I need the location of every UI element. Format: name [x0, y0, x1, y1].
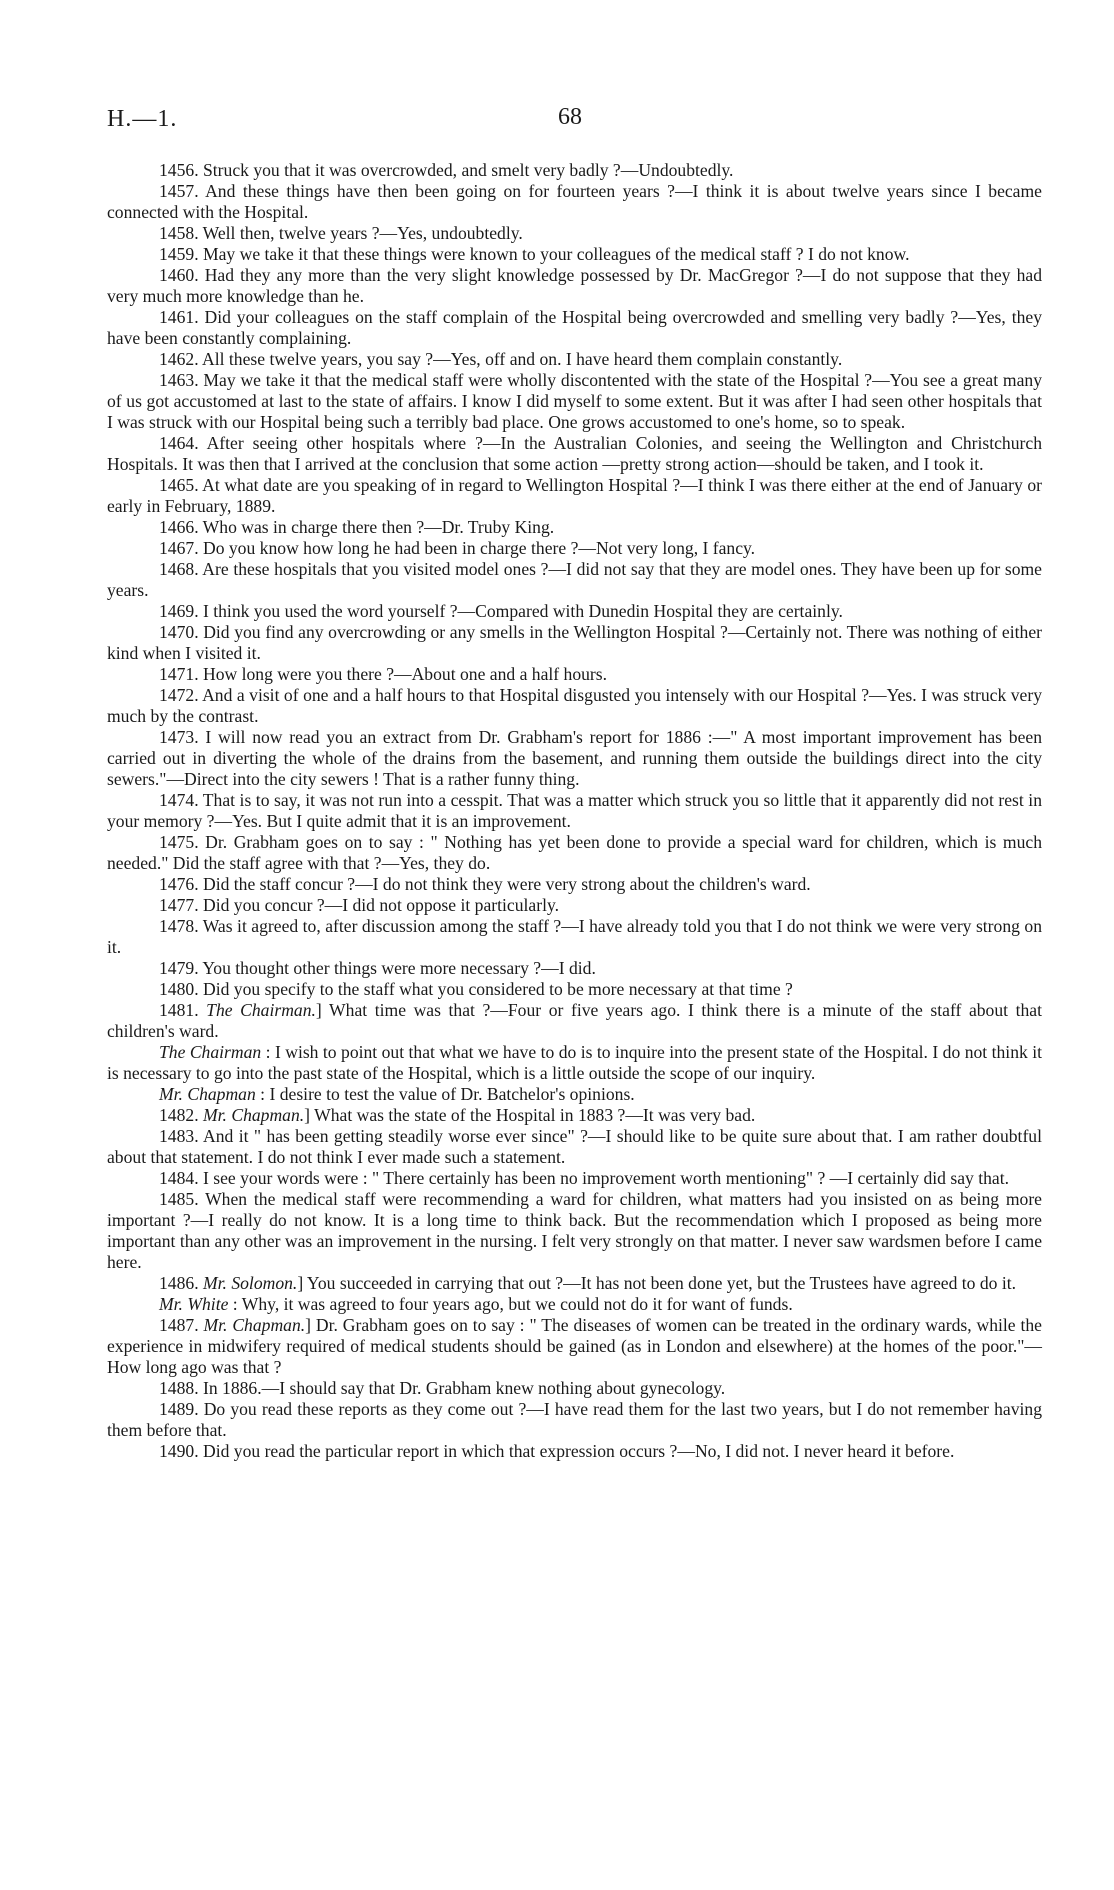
paragraph-1474: 1474. That is to say, it was not run into a cesspit. That was a matter which struck you so little that it apparently did not rest in your memory ?—Yes. But I quite admit that it is an improvement. — [107, 790, 1042, 831]
paragraph-1485: 1485. When the medical staff were recommending a ward for children, what matters had you insisted on as being more important ?—I really do not know. It is a long time to think back. But the recommendation which I proposed as being more important than any other was an improvement in the nursing. I felt very strongly on that matter. I never saw wardsmen before I came here. — [107, 1189, 1042, 1272]
paragraph-1470: 1470. Did you find any overcrowding or any smells in the Wellington Hospital ?—Certainly not. There was nothing of either kind when I visited it. — [107, 622, 1042, 663]
paragraph-1479: 1479. You thought other things were more necessary ?—I did. — [159, 958, 596, 978]
paragraph-white-remark: Mr. White : Why, it was agreed to four years ago, but we could not do it for want of funds. — [159, 1294, 793, 1314]
paragraph-1486: 1486. Mr. Solomon.] You succeeded in carrying that out ?—It has not been done yet, but the Trustees have agreed to do it. — [159, 1273, 1017, 1293]
paragraph-1476: 1476. Did the staff concur ?—I do not think they were very strong about the children's ward. — [159, 874, 811, 894]
paragraph-1480: 1480. Did you specify to the staff what you considered to be more necessary at that time ? — [159, 979, 793, 999]
paragraph-1483: 1483. And it " has been getting steadily worse ever since" ?—I should like to be quite sure about that. I am rather doubtful about that statement. I do not think I ever made such a statement. — [107, 1126, 1042, 1167]
paragraph-1484: 1484. I see your words were : " There certainly has been no improvement worth mentioning" ? —I certainly did say that. — [159, 1168, 1009, 1188]
paragraph-1467: 1467. Do you know how long he had been in charge there ?—Not very long, I fancy. — [159, 538, 756, 558]
paragraph-1457: 1457. And these things have then been going on for fourteen years ?—I think it is about twelve years since I became connected with the Hospital. — [107, 181, 1042, 222]
paragraph-chapman-remark: Mr. Chapman : I desire to test the value of Dr. Batchelor's opinions. — [159, 1084, 635, 1104]
paragraph-1482: 1482. Mr. Chapman.] What was the state of the Hospital in 1883 ?—It was very bad. — [159, 1105, 756, 1125]
paragraph-1472: 1472. And a visit of one and a half hours to that Hospital disgusted you intensely with our Hospital ?—Yes. I was struck very much by the contrast. — [107, 685, 1042, 726]
page-number: 68 — [558, 104, 582, 130]
paragraph-1471: 1471. How long were you there ?—About one and a half hours. — [159, 664, 608, 684]
paragraph-1459: 1459. May we take it that these things were known to your colleagues of the medical staff ? I do not know. — [159, 244, 910, 264]
paragraph-1477: 1477. Did you concur ?—I did not oppose it particularly. — [159, 895, 560, 915]
paragraph-1487: 1487. Mr. Chapman.] Dr. Grabham goes on to say : " The diseases of women can be treated in the ordinary wards, while the experience in midwifery required of medical students should be gained (as in London and elsewhere) at the homes of the poor."—How long ago was that ? — [107, 1315, 1042, 1377]
paragraph-chairman-remark: The Chairman : I wish to point out that what we have to do is to inquire into the present state of the Hospital. I do not think it is necessary to go into the past state of the Hospital, which is a little outside the scope of our inquiry. — [107, 1042, 1042, 1083]
paragraph-1466: 1466. Who was in charge there then ?—Dr. Truby King. — [159, 517, 555, 537]
paragraph-1478: 1478. Was it agreed to, after discussion among the staff ?—I have already told you that I do not think we were very strong on it. — [107, 916, 1042, 957]
paragraph-1463: 1463. May we take it that the medical staff were wholly discontented with the state of the Hospital ?—You see a great many of us got accustomed at last to the state of affairs. I know I did myself to some extent. But it was after I had seen other hospitals that I was struck with our Hospital being such a terribly bad place. One grows accustomed to one's home, so to speak. — [107, 370, 1042, 432]
paragraph-1488: 1488. In 1886.—I should say that Dr. Grabham knew nothing about gynecology. — [159, 1378, 726, 1398]
paragraph-1461: 1461. Did your colleagues on the staff complain of the Hospital being overcrowded and smelling very badly ?—Yes, they have been constantly complaining. — [107, 307, 1042, 348]
paragraph-1469: 1469. I think you used the word yourself ?—Compared with Dunedin Hospital they are certainly. — [159, 601, 843, 621]
paragraph-1460: 1460. Had they any more than the very slight knowledge possessed by Dr. MacGregor ?—I do not suppose that they had very much more knowledge than he. — [107, 265, 1042, 306]
evidence-text — [107, 160, 1042, 1462]
paragraph-1462: 1462. All these twelve years, you say ?—Yes, off and on. I have heard them complain constantly. — [159, 349, 843, 369]
paragraph-1468: 1468. Are these hospitals that you visited model ones ?—I did not say that they are model ones. They have been up for some years. — [107, 559, 1042, 600]
paragraph-1465: 1465. At what date are you speaking of in regard to Wellington Hospital ?—I think I was there either at the end of January or early in February, 1889. — [107, 475, 1042, 516]
paragraph-1490: 1490. Did you read the particular report in which that expression occurs ?—No, I did not. I never heard it before. — [159, 1441, 955, 1461]
paragraph-1481: 1481. The Chairman.] What time was that ?—Four or five years ago. I think there is a minute of the staff about that children's ward. — [107, 1000, 1042, 1041]
parliamentary-reference: H.—1. — [107, 106, 178, 132]
paragraph-1489: 1489. Do you read these reports as they come out ?—I have read them for the last two years, but I do not remember having them before that. — [107, 1399, 1042, 1440]
paragraph-1475: 1475. Dr. Grabham goes on to say : " Nothing has yet been done to provide a special ward for children, which is much needed." Did the staff agree with that ?—Yes, they do. — [107, 832, 1042, 873]
paragraph-1473: 1473. I will now read you an extract from Dr. Grabham's report for 1886 :—" A most important improvement has been carried out in diverting the whole of the drains from the basement, and running them outside the buildings direct into the city sewers."—Direct into the city sewers ! That is a rather funny thing. — [107, 727, 1042, 789]
paragraph-1456: 1456. Struck you that it was overcrowded, and smelt very badly ?—Undoubtedly. — [159, 160, 734, 180]
paragraph-1458: 1458. Well then, twelve years ?—Yes, undoubtedly. — [159, 223, 523, 243]
paragraph-1464: 1464. After seeing other hospitals where ?—In the Australian Colonies, and seeing the Wellington and Christchurch Hospitals. It was then that I arrived at the conclusion that some action —pretty strong action—should be taken, and I took it. — [107, 433, 1042, 474]
